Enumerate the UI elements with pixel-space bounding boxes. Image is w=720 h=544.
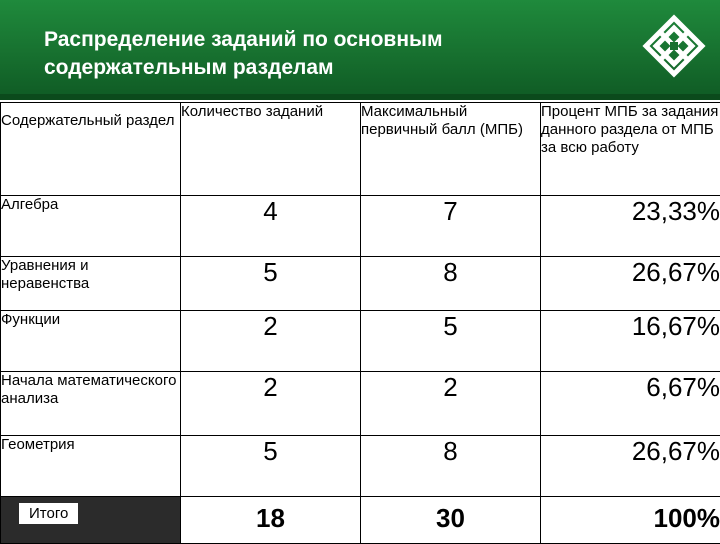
max-score-cell: 8 xyxy=(361,257,541,311)
tasks-cell: 2 xyxy=(181,311,361,372)
percent-cell: 26,67% xyxy=(541,436,720,497)
max-score-cell: 5 xyxy=(361,311,541,372)
max-score-cell: 7 xyxy=(361,196,541,257)
percent-cell: 16,67% xyxy=(541,311,720,372)
percent-cell: 26,67% xyxy=(541,257,720,311)
column-header-max-score: Максимальный первичный балл (МПБ) xyxy=(361,103,541,196)
section-cell: Геометрия xyxy=(1,436,181,497)
percent-cell: 6,67% xyxy=(541,372,720,436)
lattice-logo-icon xyxy=(642,14,706,78)
tasks-cell: 5 xyxy=(181,436,361,497)
title-line-2: содержательным разделам xyxy=(44,54,604,82)
table-row xyxy=(1,372,720,436)
slide-title xyxy=(44,26,604,82)
max-score-cell: 8 xyxy=(361,436,541,497)
title-line-1: Распределение заданий по основным xyxy=(44,26,604,54)
total-label: Итого xyxy=(19,503,78,524)
column-header-tasks: Количество заданий xyxy=(181,103,361,196)
section-cell: Алгебра xyxy=(1,196,181,257)
table-row xyxy=(1,311,720,372)
slide-header xyxy=(0,0,720,100)
column-header-percent: Процент МПБ за задания данного раздела от МПБ за всю работу xyxy=(541,103,720,196)
table-row xyxy=(1,196,720,257)
total-percent-cell: 100% xyxy=(541,497,720,544)
total-tasks-cell: 18 xyxy=(181,497,361,544)
section-cell: Начала математического анализа xyxy=(1,372,181,436)
tasks-cell: 2 xyxy=(181,372,361,436)
table-row xyxy=(1,436,720,497)
percent-cell: 23,33% xyxy=(541,196,720,257)
total-row xyxy=(1,497,720,544)
table-header-row xyxy=(1,103,720,196)
header-bottom-bar xyxy=(0,94,720,100)
tasks-cell: 4 xyxy=(181,196,361,257)
column-header-section: Содержательный раздел xyxy=(1,103,181,196)
max-score-cell: 2 xyxy=(361,372,541,436)
section-cell: Уравнения и неравенства xyxy=(1,257,181,311)
distribution-table xyxy=(0,102,720,544)
section-cell: Функции xyxy=(1,311,181,372)
total-max-score-cell: 30 xyxy=(361,497,541,544)
tasks-cell: 5 xyxy=(181,257,361,311)
total-label-cell xyxy=(1,497,181,544)
table-row xyxy=(1,257,720,311)
